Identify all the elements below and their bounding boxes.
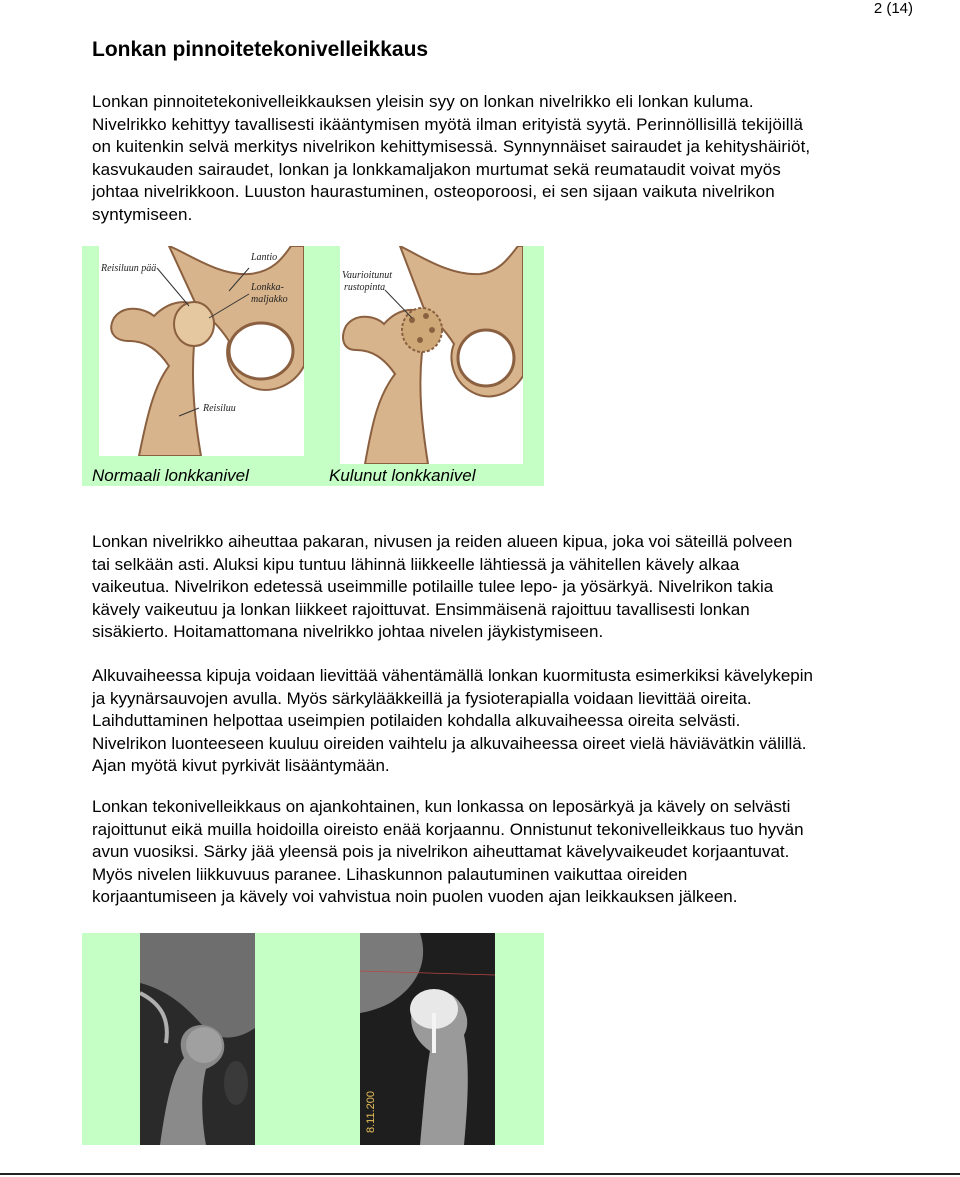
caption-normal-hip: Normaali lonkkanivel: [92, 466, 249, 485]
text-line: ja kyynärsauvojen avulla. Myös särkylääkkeillä ja fysioterapialla voidaan lievittää oireita.: [92, 688, 752, 708]
xray-figure: [82, 933, 544, 1145]
text-line: Alkuvaiheessa kipuja voidaan lievittää vähentämällä lonkan kuormitusta esimerkiksi kävelykepin: [92, 666, 813, 685]
text-line: rajoittunut eikä muilla hoidoilla oireisto enää korjaannu. Onnistunut tekonivelleikkaus tuo hyvän: [92, 819, 804, 839]
label-reisiluun-paa: Reisiluun pää: [101, 263, 157, 274]
symptoms-paragraph: [92, 531, 917, 644]
text-line: kävely vaikeutuu ja lonkan liikkeet rajoittuvat. Ensimmäisenä rajoittuu tavallisesti lonkan: [92, 599, 750, 619]
label-vaurioitunut: Vaurioitunut: [342, 270, 393, 281]
label-maljakko: maljakko: [251, 294, 288, 305]
treatment-paragraph: [92, 665, 917, 778]
text-line: syntymiseen.: [92, 204, 193, 224]
text-line: Laihduttaminen helpottaa useimpien potilaiden kohdalla alkuvaiheessa oireita selvästi.: [92, 711, 741, 731]
worn-hip-illustration: [340, 246, 523, 464]
text-line: avun vuosiksi. Särky jää yleensä pois ja nivelrikon aiheuttamat kävelyvaikeudet korjaantuvat.: [92, 842, 790, 862]
page-number: 2 (14): [873, 0, 913, 17]
text-line: Myös nivelen liikkuvuus paranee. Lihaskunnon palautuminen vaikuttaa oireiden: [92, 864, 688, 884]
label-lantio: Lantio: [251, 252, 278, 263]
xray-date-stamp: 8.11.200: [365, 1090, 377, 1133]
xray-hip-resurfacing: [360, 933, 495, 1145]
normal-hip-illustration: [99, 246, 304, 456]
text-line: sisäkierto. Hoitamattomana nivelrikko johtaa nivelen jäykistymiseen.: [92, 622, 604, 642]
text-line: Ajan myötä kivut pyrkivät lisääntymään.: [92, 756, 390, 776]
surgery-paragraph: [92, 796, 917, 909]
label-lonkka: Lonkka-: [251, 282, 284, 293]
text-line: on kuitenkin selvä merkitys nivelrikon kehittymisessä. Synnynnäiset sairaudet ja kehityshäiriöt,: [92, 137, 811, 157]
page-title: Lonkan pinnoitetekonivelleikkaus: [92, 38, 429, 61]
intro-paragraph: [92, 91, 917, 227]
text-line: tai selkään asti. Aluksi kipu tuntuu lähinnä liikkeelle lähtiessä ja vähitellen kävely alkaa: [92, 554, 740, 574]
text-line: johtaa nivelrikkoon. Luuston haurastuminen, osteoporoosi, ei sen sijaan vaikuta nivelrikon: [92, 182, 775, 202]
text-line: kasvukauden sairaudet, lonkan ja lonkkamaljakon murtumat sekä reumataudit voivat myös: [92, 159, 781, 179]
page-bottom-rule: [0, 1173, 960, 1175]
text-line: vaikeutua. Nivelrikon edetessä useimmille potilaille tulee lepo- ja yösärkyä. Nivelrikon takia: [92, 577, 774, 597]
text-line: Nivelrikko kehittyy tavallisesti ikääntymisen myötä ilman erityistä syytä. Perinnöllisillä tekijöillä: [92, 114, 804, 134]
xray-hip-arthritis: [140, 933, 255, 1145]
text-line: Lonkan tekonivelleikkaus on ajankohtainen, kun lonkassa on leposärkyä ja kävely on selvästi: [92, 797, 791, 816]
hip-joint-figure: [82, 246, 544, 486]
caption-worn-hip: Kulunut lonkkanivel: [329, 466, 476, 485]
label-reisiluu: Reisiluu: [203, 403, 236, 414]
text-line: Lonkan pinnoitetekonivelleikkauksen yleisin syy on lonkan nivelrikko eli lonkan kuluma.: [92, 92, 754, 111]
text-line: Nivelrikon luonteeseen kuuluu oireiden vaihtelu ja alkuvaiheessa oireet vielä häviävätkin välillä.: [92, 733, 807, 753]
text-line: Lonkan nivelrikko aiheuttaa pakaran, nivusen ja reiden alueen kipua, joka voi säteillä polveen: [92, 532, 793, 551]
text-line: korjaantumiseen ja kävely voi vahvistua noin puolen vuoden ajan leikkauksen jälkeen.: [92, 887, 738, 907]
label-rustopinta: rustopinta: [344, 282, 386, 293]
